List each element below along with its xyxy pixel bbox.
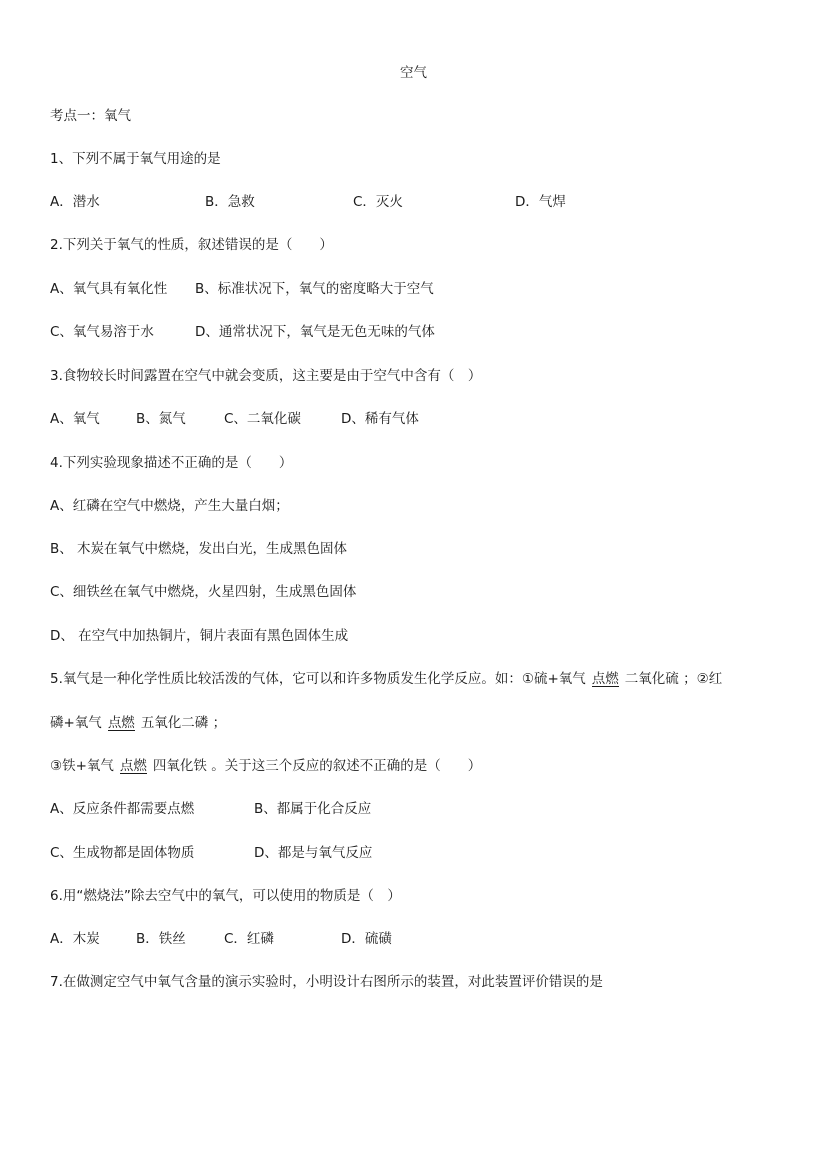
q5-condition-ignite-1: 点燃 <box>591 671 619 687</box>
q5-condition-ignite-2: 点燃 <box>107 715 135 731</box>
question-3-stem: 3.食物较长时间露置在空气中就会变质，这主要是由于空气中含有（ ） <box>50 368 482 384</box>
q3-option-a: A、氧气 <box>50 411 100 427</box>
q4-option-a: A、红磷在空气中燃烧，产生大量白烟； <box>50 498 289 514</box>
q5-option-b: B、都属于化合反应 <box>254 801 372 817</box>
question-4-stem: 4.下列实验现象描述不正确的是（ ） <box>50 455 293 471</box>
q2-option-a: A、氧气具有氧化性 <box>50 281 168 297</box>
q2-option-d: D、通常状况下，氧气是无色无味的气体 <box>195 324 435 340</box>
q5-stem-part2: 二氧化硫 ；②红 <box>624 671 723 687</box>
q1-option-a: A．潜水 <box>50 194 100 210</box>
q4-option-d: D、 在空气中加热铜片，铜片表面有黑色固体生成 <box>50 628 349 644</box>
q1-option-d: D．气焊 <box>515 194 566 210</box>
question-7-stem: 7.在做测定空气中氧气含量的演示实验时，小明设计右图所示的装置，对此装置评价错误的是 <box>50 974 603 990</box>
q6-option-c: C．红磷 <box>224 931 274 947</box>
q5-condition-ignite-3: 点燃 <box>119 758 147 774</box>
q4-option-c: C、细铁丝在氧气中燃烧，火星四射，生成黑色固体 <box>50 584 357 600</box>
question-2-options-row2 <box>50 322 750 342</box>
q6-option-a: A．木炭 <box>50 931 100 947</box>
q5-option-d: D、都是与氧气反应 <box>254 845 373 861</box>
q5-line3-part2: 四氧化铁 。关于这三个反应的叙述不正确的是（ ） <box>152 758 482 774</box>
section-heading: 考点一：氧气 <box>50 108 131 124</box>
q2-option-b: B、标准状况下，氧气的密度略大于空气 <box>195 281 434 297</box>
q5-line2-part2: 五氧化二磷 ； <box>140 715 227 731</box>
page-title: 空气 <box>400 65 427 81</box>
q3-option-b: B、氮气 <box>136 411 186 427</box>
question-5-stem-line2 <box>50 713 226 733</box>
q6-option-b: B．铁丝 <box>136 931 186 947</box>
q1-option-b: B．急救 <box>205 194 255 210</box>
question-1-options <box>50 192 750 212</box>
question-3-options <box>50 409 750 429</box>
question-2-options-row1 <box>50 279 750 299</box>
q2-option-c: C、氧气易溶于水 <box>50 324 154 340</box>
q4-option-b: B、 木炭在氧气中燃烧，发出白光，生成黑色固体 <box>50 541 348 557</box>
question-5-stem-line3 <box>50 756 481 776</box>
question-2-stem: 2.下列关于氧气的性质，叙述错误的是（ ） <box>50 237 333 253</box>
question-5-stem-line1 <box>50 669 722 689</box>
question-1-stem: 1、下列不属于氧气用途的是 <box>50 151 221 167</box>
q1-option-c: C．灭火 <box>353 194 403 210</box>
q5-line3-part1: ③铁+氧气 <box>50 758 114 774</box>
q5-option-a: A、反应条件都需要点燃 <box>50 801 195 817</box>
q5-option-c: C、生成物都是固体物质 <box>50 845 195 861</box>
question-5-options-row1 <box>50 799 750 819</box>
q5-stem-part1: 5.氧气是一种化学性质比较活泼的气体，它可以和许多物质发生化学反应。如：①硫+氧气 <box>50 671 586 687</box>
q6-option-d: D．硫磺 <box>341 931 392 947</box>
q3-option-d: D、稀有气体 <box>341 411 419 427</box>
q3-option-c: C、二氧化碳 <box>224 411 301 427</box>
question-6-stem: 6.用“燃烧法”除去空气中的氧气，可以使用的物质是（ ） <box>50 888 401 904</box>
question-5-options-row2 <box>50 843 750 863</box>
q5-line2-part1: 磷+氧气 <box>50 715 102 731</box>
question-6-options <box>50 929 750 949</box>
